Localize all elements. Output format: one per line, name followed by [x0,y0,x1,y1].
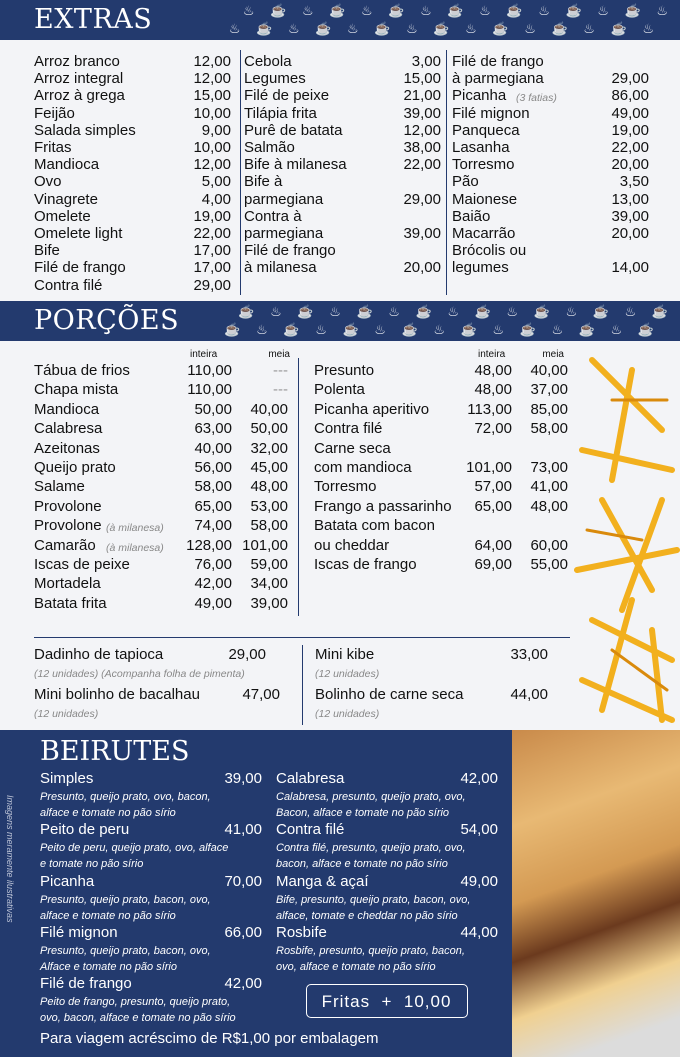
porcao-item: Azeitonas 40,00 32,00 [34,439,288,457]
unit-note: (12 unidades) [315,668,380,680]
beirute-item: Simples 39,00 [40,770,262,787]
porcao-item: Mortadela 42,00 34,00 [34,575,288,593]
beirute-description: Bacon, alface e tomate no pão sírio [276,807,450,819]
porcao-item: Frango a passarinho 65,00 48,00 [314,497,568,515]
beirute-item: Contra filé 54,00 [276,821,498,839]
extras-item: Filé de frango [452,53,544,70]
porcao-item: Mandioca 50,00 40,00 [34,400,288,418]
extras-item: Ovo 5,00 [34,173,231,191]
extras-divider [240,50,241,295]
extras-item: Fritas 10,00 [34,139,231,156]
extras-item: à parmegiana 29,00 [452,70,649,88]
extras-item: Picanha (3 fatias) 86,00 [452,87,649,105]
beirute-description: Bife, presunto, queijo prato, bacon, ovo, [276,893,471,906]
food-pattern-icon: ☕ ♨ ☕ ♨ ☕ ♨ ☕ ♨ ☕ ♨ ☕ ♨ ☕ ♨ ☕ [224,322,660,337]
porcoes-separator [34,637,570,638]
takeaway-footer: Para viagem acréscimo de R$1,00 por embalagem [40,1030,379,1047]
beirute-item: Filé de frango 42,00 [40,975,262,993]
extras-item: Contra à [244,207,302,225]
extras-item: Omelete 19,00 [34,207,231,225]
porcao-item: Batata com bacon [314,517,435,535]
beirute-description: alface e tomate no pão sírio [40,909,176,922]
porcao-item: Contra filé 72,00 58,00 [314,420,568,438]
extras-item: Salada simples 9,00 [34,121,231,139]
extras-item: Torresmo 20,00 [452,156,649,174]
beirute-description: e tomate no pão sírio [40,858,144,871]
beirute-description: Contra filé, presunto, queijo prato, ovo, [276,842,466,855]
food-pattern-icon: ☕ ♨ ☕ ♨ ☕ ♨ ☕ ♨ ☕ ♨ ☕ ♨ ☕ ♨ ☕ [238,304,674,319]
unit-item: Mini kibe 33,00 [315,646,548,663]
beirute-item: Rosbife 44,00 [276,923,498,941]
unit-item: Bolinho de carne seca 44,00 [315,686,548,703]
beirutes-title: BEIRUTES [40,736,190,767]
beirute-description: bacon, alface e tomate no pão sírio [276,858,448,871]
porcoes-header-band [0,301,680,341]
extras-item: Vinagrete 4,00 [34,190,231,208]
porcao-item: Iscas de peixe 76,00 59,00 [34,556,288,573]
porcao-item: Iscas de frango 69,00 55,00 [314,556,568,573]
beirute-description: Alface e tomate no pão sírio [40,960,177,973]
extras-item: Pão 3,50 [452,173,649,191]
beirute-description: Peito de frango, presunto, queijo prato, [40,996,231,1009]
porcao-item: Salame 58,00 48,00 [34,478,288,496]
beirute-description: Rosbife, presunto, queijo prato, bacon, [276,944,465,957]
porcoes-title: PORÇÕES [34,305,180,336]
porcao-item: Picanha aperitivo 113,00 85,00 [314,400,568,418]
unit-item: Mini bolinho de bacalhau 47,00 [34,686,280,703]
porcao-item: Presunto 48,00 40,00 [314,362,568,379]
porcao-item: Camarão (à milanesa) 128,00 101,00 [34,536,288,554]
beirute-description: Presunto, queijo prato, bacon, ovo, [40,893,211,906]
unit-note: (12 unidades) (Acompanha folha de pimenta) [34,668,245,680]
beirute-description: Presunto, queijo prato, ovo, bacon, [40,791,211,803]
extras-item: Panqueca 19,00 [452,121,649,139]
porcao-item: Carne seca [314,439,391,457]
porcao-item: Polenta 48,00 37,00 [314,381,568,399]
porcao-item: Calabresa 63,00 50,00 [34,420,288,438]
porcao-item: Provolone 65,00 53,00 [34,497,288,515]
extras-item: Maionese 13,00 [452,190,649,208]
porcao-item: ou cheddar 64,00 60,00 [314,536,568,554]
porcao-item: Chapa mista 110,00 --- [34,381,288,399]
extras-item: Brócolis ou [452,242,527,260]
porcao-item: Torresmo 57,00 41,00 [314,478,568,496]
beirute-item: Calabresa 42,00 [276,770,498,787]
disclaimer-note: Imagens meramente ilustrativas [5,795,15,923]
extras-item: Feijão 10,00 [34,104,231,122]
porcao-item: com mandioca 101,00 73,00 [314,459,568,476]
beirute-item: Filé mignon 66,00 [40,923,262,941]
extras-item: Arroz branco 12,00 [34,53,231,70]
beirute-description: alface e tomate no pão sírio [40,807,176,819]
extras-item: Mandioca 12,00 [34,156,231,174]
porcao-item: Queijo prato 56,00 45,00 [34,459,288,476]
beirute-description: ovo, alface e tomate no pão sírio [276,960,436,973]
beirutes-section [0,730,680,1057]
porcao-item: Tábua de frios 110,00 --- [34,362,288,379]
extras-title: EXTRAS [34,4,153,35]
beirute-description: Calabresa, presunto, queijo prato, ovo, [276,791,466,803]
porcoes-col1-header: inteira meia [190,349,290,360]
unit-note: (12 unidades) [34,708,99,720]
extras-item: Filé de frango 17,00 [34,259,231,277]
extras-item: Contra filé 29,00 [34,276,231,294]
extras-item: Omelete light 22,00 [34,225,231,242]
extras-item: Salmão 38,00 [244,139,441,156]
extras-item: Filé de peixe 21,00 [244,87,441,105]
fritas-label: Fritas + 10,00 [321,992,452,1011]
extras-item: Bife à milanesa 22,00 [244,156,441,174]
extras-item: Lasanha 22,00 [452,139,649,156]
extras-item: parmegiana 39,00 [244,225,441,242]
porcoes-divider [298,358,299,616]
extras-item: Purê de batata 12,00 [244,121,441,139]
extras-item: Bife 17,00 [34,242,231,260]
beirute-description: Peito de peru, queijo prato, ovo, alface [40,842,229,855]
extras-item: à milanesa 20,00 [244,259,441,277]
extras-item: legumes 14,00 [452,259,649,277]
unit-note: (12 unidades) [315,708,380,720]
extras-item: Macarrão 20,00 [452,225,649,242]
beirute-sandwich-photo [512,730,680,1057]
beirute-description: alface, tomate e cheddar no pão sírio [276,909,458,922]
extras-item: Filé mignon 49,00 [452,104,649,122]
beirute-description: Presunto, queijo prato, bacon, ovo, [40,944,211,957]
extras-item: parmegiana 29,00 [244,190,441,208]
extras-item: Tilápia frita 39,00 [244,104,441,122]
porcoes-divider [302,645,303,725]
extras-item: Cebola 3,00 [244,53,441,70]
fritas-box [306,984,468,1018]
fries-image [572,340,680,730]
beirute-item: Peito de peru 41,00 [40,821,262,839]
beirute-item: Manga & açaí 49,00 [276,872,498,890]
unit-item: Dadinho de tapioca 29,00 [34,646,266,663]
extras-divider [446,50,447,295]
extras-item: Arroz à grega 15,00 [34,87,231,105]
porcoes-col2-header: inteira meia [478,349,564,360]
food-pattern-icon: ♨ ☕ ♨ ☕ ♨ ☕ ♨ ☕ ♨ ☕ ♨ ☕ ♨ ☕ ♨ [228,21,660,36]
porcao-item: Provolone (à milanesa) 74,00 58,00 [34,517,288,535]
extras-header-band [0,0,680,40]
extras-item: Filé de frango [244,242,336,260]
extras-item: Baião 39,00 [452,207,649,225]
extras-item: Bife à [244,173,283,191]
porcao-item: Batata frita 49,00 39,00 [34,594,288,612]
beirute-item: Picanha 70,00 [40,872,262,890]
food-pattern-icon: ♨ ☕ ♨ ☕ ♨ ☕ ♨ ☕ ♨ ☕ ♨ ☕ ♨ ☕ ♨ [242,3,674,18]
extras-item: Arroz integral 12,00 [34,70,231,88]
beirute-description: ovo, bacon, alface e tomate no pão sírio [40,1012,236,1025]
extras-item: Legumes 15,00 [244,70,441,88]
